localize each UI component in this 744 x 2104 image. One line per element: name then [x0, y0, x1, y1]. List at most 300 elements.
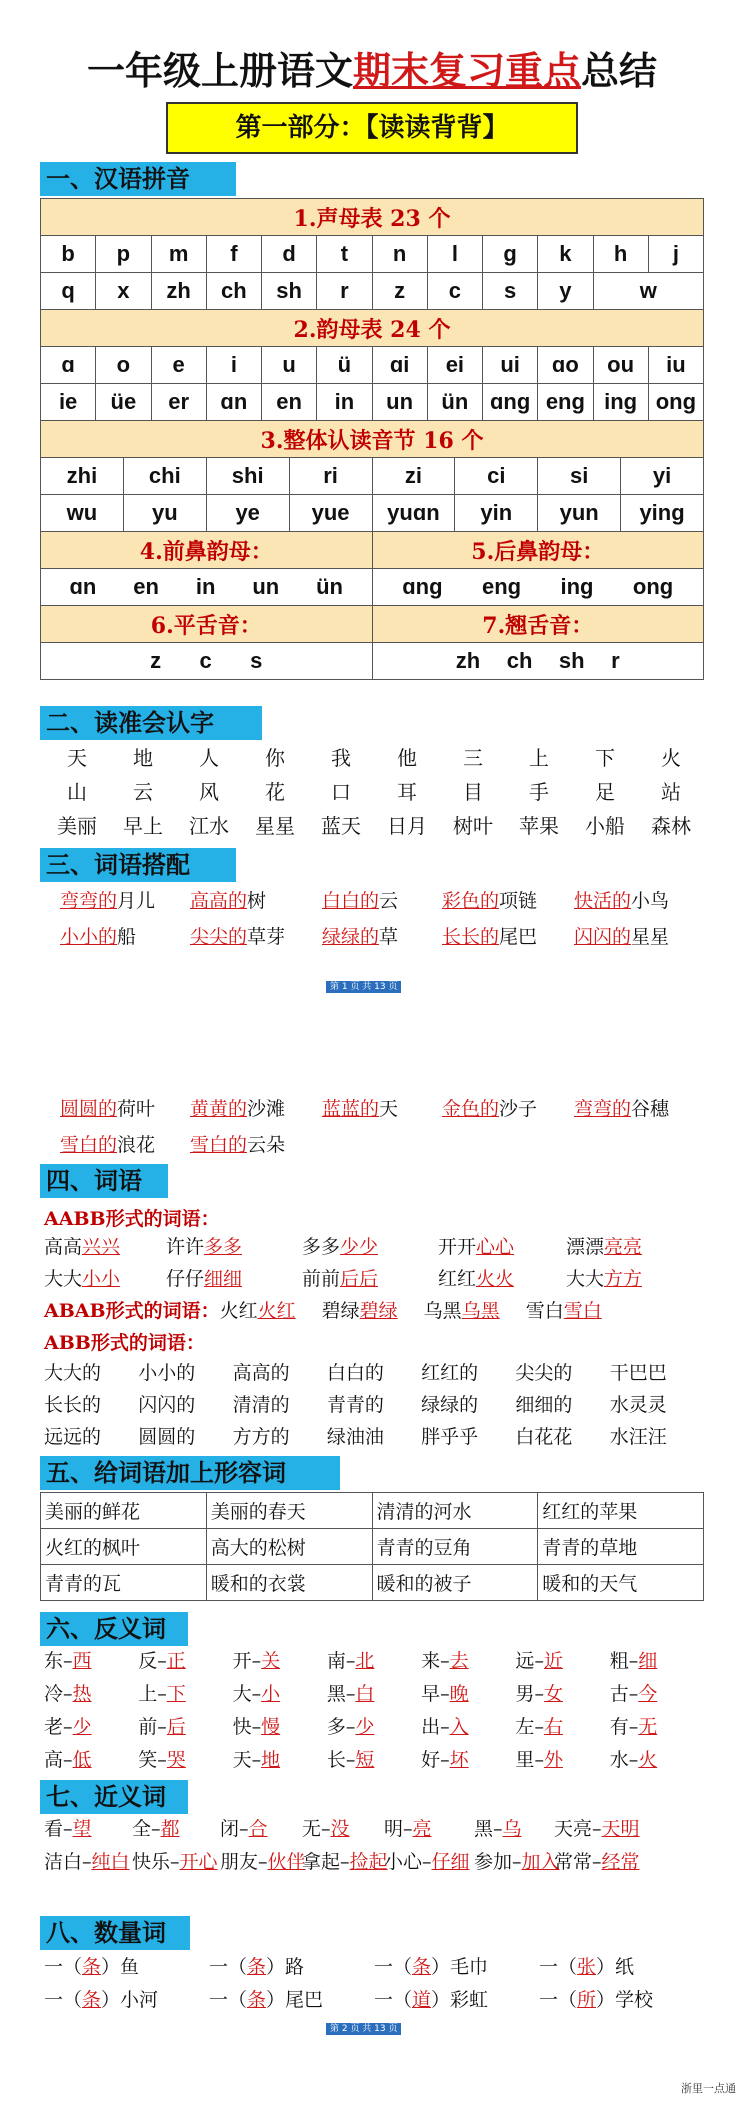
antonym-pair: [515, 1745, 609, 1778]
dash-separator: –: [157, 1650, 167, 1672]
synonym-pair: [220, 1847, 306, 1880]
pinyin-cell: ei: [427, 347, 482, 384]
pinyin-cell: ɑ: [41, 347, 96, 384]
table-row: [41, 1565, 704, 1601]
word-left: 来: [421, 1650, 441, 1672]
section-pinyin: 一、汉语拼音: [40, 162, 236, 196]
word-answer: 关: [261, 1650, 281, 1672]
character-item: 火: [661, 746, 681, 770]
pinyin-cell: ü: [317, 347, 372, 384]
pinyin-cell: zhi: [41, 458, 124, 495]
pinyin-cell: u: [262, 347, 317, 384]
word-answer: 无: [638, 1716, 658, 1738]
pinyin-item: en: [133, 574, 159, 599]
table-row: [41, 458, 704, 495]
word-left: 看: [44, 1818, 64, 1840]
pinyin-item: ün: [316, 574, 343, 599]
antonym-pair: [327, 1712, 421, 1745]
word-answer: 小: [261, 1683, 281, 1705]
pinyin-cell: üe: [96, 384, 151, 421]
collocation-item: [442, 886, 574, 922]
measure-phrase: [209, 1985, 374, 2018]
antonym-pair: [44, 1712, 138, 1745]
adjective-phrase: 暖和的衣裳: [206, 1565, 372, 1601]
aabb-word: [44, 1264, 166, 1296]
word-answer: 火火: [476, 1268, 515, 1290]
word-left: 明: [384, 1818, 404, 1840]
character-item: 美丽: [57, 814, 97, 838]
abb-word: 水灵灵: [609, 1394, 667, 1416]
table-row: [41, 273, 704, 310]
dash-separator: –: [345, 1716, 356, 1738]
collocation-noun: 云朵: [247, 1134, 286, 1156]
collocation-adjective: 彩色的: [442, 890, 500, 912]
aabb-grid: [44, 1232, 704, 1296]
pinyin-cell: m: [151, 236, 206, 273]
pinyin-cell: ɑn: [206, 384, 261, 421]
word-answer: 晚: [449, 1683, 469, 1705]
word-left: 早: [421, 1683, 441, 1705]
word-left: 常常: [554, 1851, 593, 1873]
dash-separator: –: [151, 1818, 161, 1840]
pinyin-cell: yu: [123, 495, 206, 532]
measure-phrase: [44, 1985, 209, 2018]
table-row: [41, 569, 704, 606]
pinyin-cell: yun: [538, 495, 621, 532]
table-row: [41, 199, 704, 236]
dash-separator: –: [440, 1683, 450, 1705]
antonym-pair: [421, 1679, 515, 1712]
character-item: 三: [463, 746, 483, 770]
dash-separator: –: [340, 1851, 350, 1873]
synonym-pair: [220, 1814, 302, 1847]
measure-prefix: 一（: [44, 1989, 83, 2011]
collocation-noun: 草: [379, 926, 399, 948]
pinyin-cell: iu: [648, 347, 703, 384]
collocation-item: [60, 886, 190, 922]
measure-prefix: 一（: [539, 1989, 578, 2011]
character-item: 我: [331, 746, 351, 770]
measure-noun: ）学校: [596, 1989, 654, 2011]
pinyin-item: z: [150, 648, 162, 673]
pinyin-cell: en: [262, 384, 317, 421]
word-answer: 多多: [204, 1236, 243, 1258]
pinyin-cell: ci: [455, 458, 538, 495]
word-left: 远: [515, 1650, 535, 1672]
pinyin-cell: x: [96, 273, 151, 310]
word-part: 红红: [438, 1268, 477, 1290]
word-part: 高高: [44, 1236, 83, 1258]
word-answer: 没: [330, 1818, 350, 1840]
pinyin-cell: k: [538, 236, 593, 273]
aabb-word: [302, 1264, 438, 1296]
collocation-noun: 浪花: [117, 1134, 156, 1156]
measure-answer: 条: [247, 1956, 267, 1978]
character-item: 苹果: [519, 814, 559, 838]
word-left: 洁白: [44, 1851, 83, 1873]
measure-answer: 张: [577, 1956, 597, 1978]
pinyin-cell: y: [538, 273, 593, 310]
part-one-banner: 第一部分：【读读背背】: [166, 102, 578, 154]
dash-separator: –: [628, 1716, 639, 1738]
word-answer: 细细: [204, 1268, 243, 1290]
collocation-noun: 荷叶: [117, 1098, 156, 1120]
synonym-pair: [132, 1814, 220, 1847]
word-part: 雪白: [525, 1300, 564, 1322]
pinyin-cell: j: [648, 236, 703, 273]
word-left: 冷: [44, 1683, 64, 1705]
collocation-noun: 云: [379, 890, 399, 912]
antonym-pair: [515, 1712, 609, 1745]
adjective-phrase: 暖和的天气: [538, 1565, 704, 1601]
collocation-item: [574, 1094, 714, 1130]
word-answer: 纯白: [91, 1851, 130, 1873]
antonym-pair: [610, 1646, 704, 1679]
word-part: 乌黑: [423, 1300, 462, 1322]
character-item: 你: [265, 746, 285, 770]
section-measure-words: 八、数量词: [40, 1916, 190, 1950]
word-part: 漂漂: [566, 1236, 605, 1258]
antonym-pair: [327, 1745, 421, 1778]
dash-separator: –: [534, 1650, 544, 1672]
pinyin-cell: g: [483, 236, 538, 273]
title-text: 一年级上册语文: [86, 49, 353, 93]
collocations-grid-page1: [60, 886, 710, 958]
dash-separator: –: [239, 1818, 249, 1840]
measure-noun: ）小河: [101, 1989, 159, 2011]
abb-word: 胖乎乎: [421, 1426, 479, 1448]
collocation-adjective: 蓝蓝的: [322, 1098, 380, 1120]
word-part: 开开: [438, 1236, 477, 1258]
word-answer: 仔细: [431, 1851, 470, 1873]
synonym-pair: [554, 1847, 704, 1880]
pinyin-item: ɑn: [69, 574, 97, 599]
character-item: 树叶: [453, 814, 493, 838]
word-answer: 去: [449, 1650, 469, 1672]
antonym-pair: [233, 1646, 327, 1679]
word-answer: 方方: [604, 1268, 643, 1290]
word-left: 高: [44, 1749, 64, 1771]
character-item: 小船: [585, 814, 625, 838]
aabb-word: [166, 1232, 302, 1264]
measure-answer: 条: [412, 1956, 432, 1978]
character-item: 目: [463, 780, 483, 804]
synonym-pair: [44, 1847, 132, 1880]
measure-noun: ）尾巴: [266, 1989, 324, 2011]
abb-word: 小小的: [138, 1362, 196, 1384]
pinyin-cell: s: [483, 273, 538, 310]
pinyin-cell: sh: [262, 273, 317, 310]
word-left: 朋友: [220, 1851, 259, 1873]
section-adjectives: 五、给词语加上形容词: [40, 1456, 340, 1490]
word-answer: 雪白: [563, 1300, 602, 1322]
measure-prefix: 一（: [209, 1989, 248, 2011]
antonym-pair: [327, 1679, 421, 1712]
word-answer: 后: [166, 1716, 186, 1738]
antonym-pair: [421, 1712, 515, 1745]
word-part: 前前: [302, 1268, 341, 1290]
collocation-noun: 草芽: [247, 926, 286, 948]
pinyin-cell: ye: [206, 495, 289, 532]
word-answer: 地: [261, 1749, 281, 1771]
pinyin-cell: wu: [41, 495, 124, 532]
pinyin-item: in: [195, 574, 216, 599]
section-words: 四、词语: [40, 1164, 168, 1198]
word-part: 大大: [566, 1268, 605, 1290]
abab-words: [220, 1296, 616, 1323]
word-answer: 今: [638, 1683, 658, 1705]
measure-prefix: 一（: [539, 1956, 578, 1978]
antonym-pair: [233, 1712, 327, 1745]
word-left: 老: [44, 1716, 64, 1738]
pinyin-cell: w: [593, 273, 704, 310]
collocation-adjective: 尖尖的: [190, 926, 248, 948]
collocation-item: [322, 922, 442, 958]
abb-word: 绿绿的: [421, 1394, 479, 1416]
abb-word: 红红的: [421, 1362, 479, 1384]
word-part: 仔仔: [166, 1268, 205, 1290]
word-left: 拿起: [302, 1851, 341, 1873]
character-item: 耳: [397, 780, 417, 804]
pinyin-cell: yin: [455, 495, 538, 532]
collocation-adjective: 绿绿的: [322, 926, 380, 948]
dash-separator: –: [534, 1749, 544, 1771]
measure-noun: ）毛巾: [431, 1956, 489, 1978]
pinyin-cell: ou: [593, 347, 648, 384]
antonym-pair: [138, 1712, 232, 1745]
measure-noun: ）彩虹: [431, 1989, 489, 2011]
dash-separator: –: [534, 1683, 544, 1705]
collocation-adjective: 高高的: [190, 890, 248, 912]
collocation-item: [442, 1094, 574, 1130]
dash-separator: –: [345, 1683, 356, 1705]
dash-separator: –: [592, 1818, 602, 1840]
antonym-pair: [44, 1745, 138, 1778]
pinyin-table: [40, 198, 704, 680]
abb-word: 闪闪的: [138, 1394, 196, 1416]
table-row: [41, 236, 704, 273]
character-item: 地: [133, 746, 153, 770]
measure-answer: 道: [412, 1989, 432, 2011]
dash-separator: –: [63, 1749, 73, 1771]
aabb-word: [302, 1232, 438, 1264]
abb-word: 大大的: [44, 1362, 102, 1384]
pinyin-item: r: [611, 648, 620, 673]
collocation-item: [574, 922, 714, 958]
character-item: 站: [661, 780, 681, 804]
abab-word: [322, 1296, 398, 1323]
abb-word: 青青的: [326, 1394, 384, 1416]
word-answer: 乌黑: [461, 1300, 500, 1322]
pinyin-cell: o: [96, 347, 151, 384]
abb-word: 高高的: [232, 1362, 290, 1384]
measure-phrase: [539, 1985, 704, 2018]
collocation-noun: 船: [117, 926, 137, 948]
character-item: 下: [595, 746, 615, 770]
pinyin-cell: ün: [427, 384, 482, 421]
collocation-noun: 尾巴: [499, 926, 538, 948]
character-item: 他: [397, 746, 417, 770]
character-item: 日月: [387, 814, 427, 838]
word-answer: 低: [72, 1749, 92, 1771]
pinyin-cell: zi: [372, 458, 455, 495]
pinyin-cell: ɑo: [538, 347, 593, 384]
pinyin-item: ɑnɡ: [402, 574, 443, 599]
synonym-pair: [302, 1814, 384, 1847]
section-synonyms: 七、近义词: [40, 1780, 188, 1814]
table-row: [41, 310, 704, 347]
dash-separator: –: [63, 1818, 73, 1840]
pinyin-cell: inɡ: [593, 384, 648, 421]
character-item: 山: [67, 780, 87, 804]
synonym-pair: [302, 1847, 388, 1880]
word-answer: 近: [543, 1650, 563, 1672]
collocation-item: [60, 922, 190, 958]
adjective-phrase: 高大的松树: [206, 1529, 372, 1565]
measure-answer: 条: [82, 1989, 102, 2011]
synonym-pair: [474, 1814, 554, 1847]
pinyin-cell: enɡ: [538, 384, 593, 421]
antonym-pair: [515, 1679, 609, 1712]
table-row: [41, 421, 704, 458]
abb-word: 白白的: [326, 1362, 384, 1384]
back-nasal-list: [372, 569, 704, 606]
pinyin-cell: c: [427, 273, 482, 310]
pinyin-cell: in: [317, 384, 372, 421]
table-row: [41, 1493, 704, 1529]
collocation-adjective: 小小的: [60, 926, 118, 948]
characters-grid: [44, 742, 704, 844]
word-answer: 兴兴: [82, 1236, 121, 1258]
synonym-pair: [554, 1814, 704, 1847]
word-answer: 小小: [82, 1268, 121, 1290]
measure-noun: ）纸: [596, 1956, 635, 1978]
pinyin-cell: onɡ: [648, 384, 703, 421]
character-item: 手: [529, 780, 549, 804]
word-answer: 开心: [179, 1851, 218, 1873]
word-left: 左: [515, 1716, 535, 1738]
dash-separator: –: [63, 1716, 73, 1738]
pinyin-cell: shi: [206, 458, 289, 495]
table-row: [41, 384, 704, 421]
antonym-pair: [610, 1712, 704, 1745]
word-answer: 亮: [412, 1818, 432, 1840]
title-highlight: 期末复习重点: [352, 49, 581, 93]
word-answer: 女: [543, 1683, 563, 1705]
word-answer: 合: [248, 1818, 268, 1840]
antonym-pair: [421, 1646, 515, 1679]
dash-separator: –: [251, 1683, 262, 1705]
word-left: 天: [232, 1749, 252, 1771]
word-answer: 都: [160, 1818, 180, 1840]
measure-phrase: [374, 1952, 539, 1985]
dash-separator: –: [628, 1650, 639, 1672]
dash-separator: –: [534, 1716, 544, 1738]
word-answer: 心心: [476, 1236, 515, 1258]
word-answer: 白: [355, 1683, 375, 1705]
page-footer-1: [326, 974, 401, 993]
character-item: 足: [595, 780, 615, 804]
collocation-item: [190, 886, 322, 922]
measure-answer: 条: [82, 1956, 102, 1978]
pinyin-cell: i: [206, 347, 261, 384]
dash-separator: –: [440, 1749, 450, 1771]
word-answer: 少少: [340, 1236, 379, 1258]
word-left: 笑: [138, 1749, 158, 1771]
collocation-noun: 小鸟: [631, 890, 670, 912]
measure-phrase: [44, 1952, 209, 1985]
collocation-noun: 月儿: [117, 890, 156, 912]
word-answer: 坏: [449, 1749, 469, 1771]
table-row: [41, 347, 704, 384]
word-part: 大大: [44, 1268, 83, 1290]
character-item: 蓝天: [321, 814, 361, 838]
measure-prefix: 一（: [374, 1989, 413, 2011]
abb-heading: ABB形式的词语：: [44, 1332, 205, 1354]
word-answer: 望: [72, 1818, 92, 1840]
abb-word: 水汪汪: [609, 1426, 667, 1448]
measure-noun: ）路: [266, 1956, 305, 1978]
word-left: 快: [232, 1716, 252, 1738]
antonym-pair: [327, 1646, 421, 1679]
antonym-pair: [421, 1745, 515, 1778]
collocation-adjective: 金色的: [442, 1098, 500, 1120]
word-part: 火红: [219, 1300, 258, 1322]
watermark: 浙里一点通: [681, 2082, 736, 2095]
collocation-noun: 天: [379, 1098, 399, 1120]
synonyms-grid: [44, 1814, 704, 1880]
adjective-table: [40, 1492, 704, 1601]
character-item: 花: [265, 780, 285, 804]
abb-word: 尖尖的: [515, 1362, 573, 1384]
table-row: [41, 532, 704, 569]
word-left: 快乐: [132, 1851, 171, 1873]
measure-phrase: [539, 1952, 704, 1985]
collocation-item: [190, 1094, 322, 1130]
word-left: 小心: [384, 1851, 423, 1873]
character-item: 云: [133, 780, 153, 804]
collocation-item: [574, 886, 714, 922]
pinyin-item: zh: [455, 648, 481, 673]
synonym-pair: [44, 1814, 132, 1847]
table-row: [41, 643, 704, 680]
antonym-pair: [138, 1745, 232, 1778]
character-item: 天: [67, 746, 87, 770]
table-row: [41, 495, 704, 532]
measure-answer: 条: [247, 1989, 267, 2011]
word-answer: 碧绿: [359, 1300, 398, 1322]
word-left: 黑: [474, 1818, 494, 1840]
collocation-noun: 谷穗: [631, 1098, 670, 1120]
word-answer: 加入: [521, 1851, 560, 1873]
word-left: 出: [421, 1716, 441, 1738]
curled-tongue-list: [372, 643, 704, 680]
collocation-noun: 沙滩: [247, 1098, 286, 1120]
dash-separator: –: [258, 1851, 268, 1873]
dash-separator: –: [628, 1683, 639, 1705]
measure-noun: ）鱼: [101, 1956, 140, 1978]
adjective-phrase: 清清的河水: [372, 1493, 538, 1529]
dash-separator: –: [63, 1683, 73, 1705]
pinyin-cell: yuɑn: [372, 495, 455, 532]
measure-answer: 所: [577, 1989, 597, 2011]
section-read-chars: 二、读准会认字: [40, 706, 262, 740]
collocation-item: [190, 1130, 322, 1166]
pinyin-cell: un: [372, 384, 427, 421]
pinyin-cell: zh: [151, 273, 206, 310]
word-answer: 哭: [166, 1749, 186, 1771]
collocation-item: [60, 1094, 190, 1130]
